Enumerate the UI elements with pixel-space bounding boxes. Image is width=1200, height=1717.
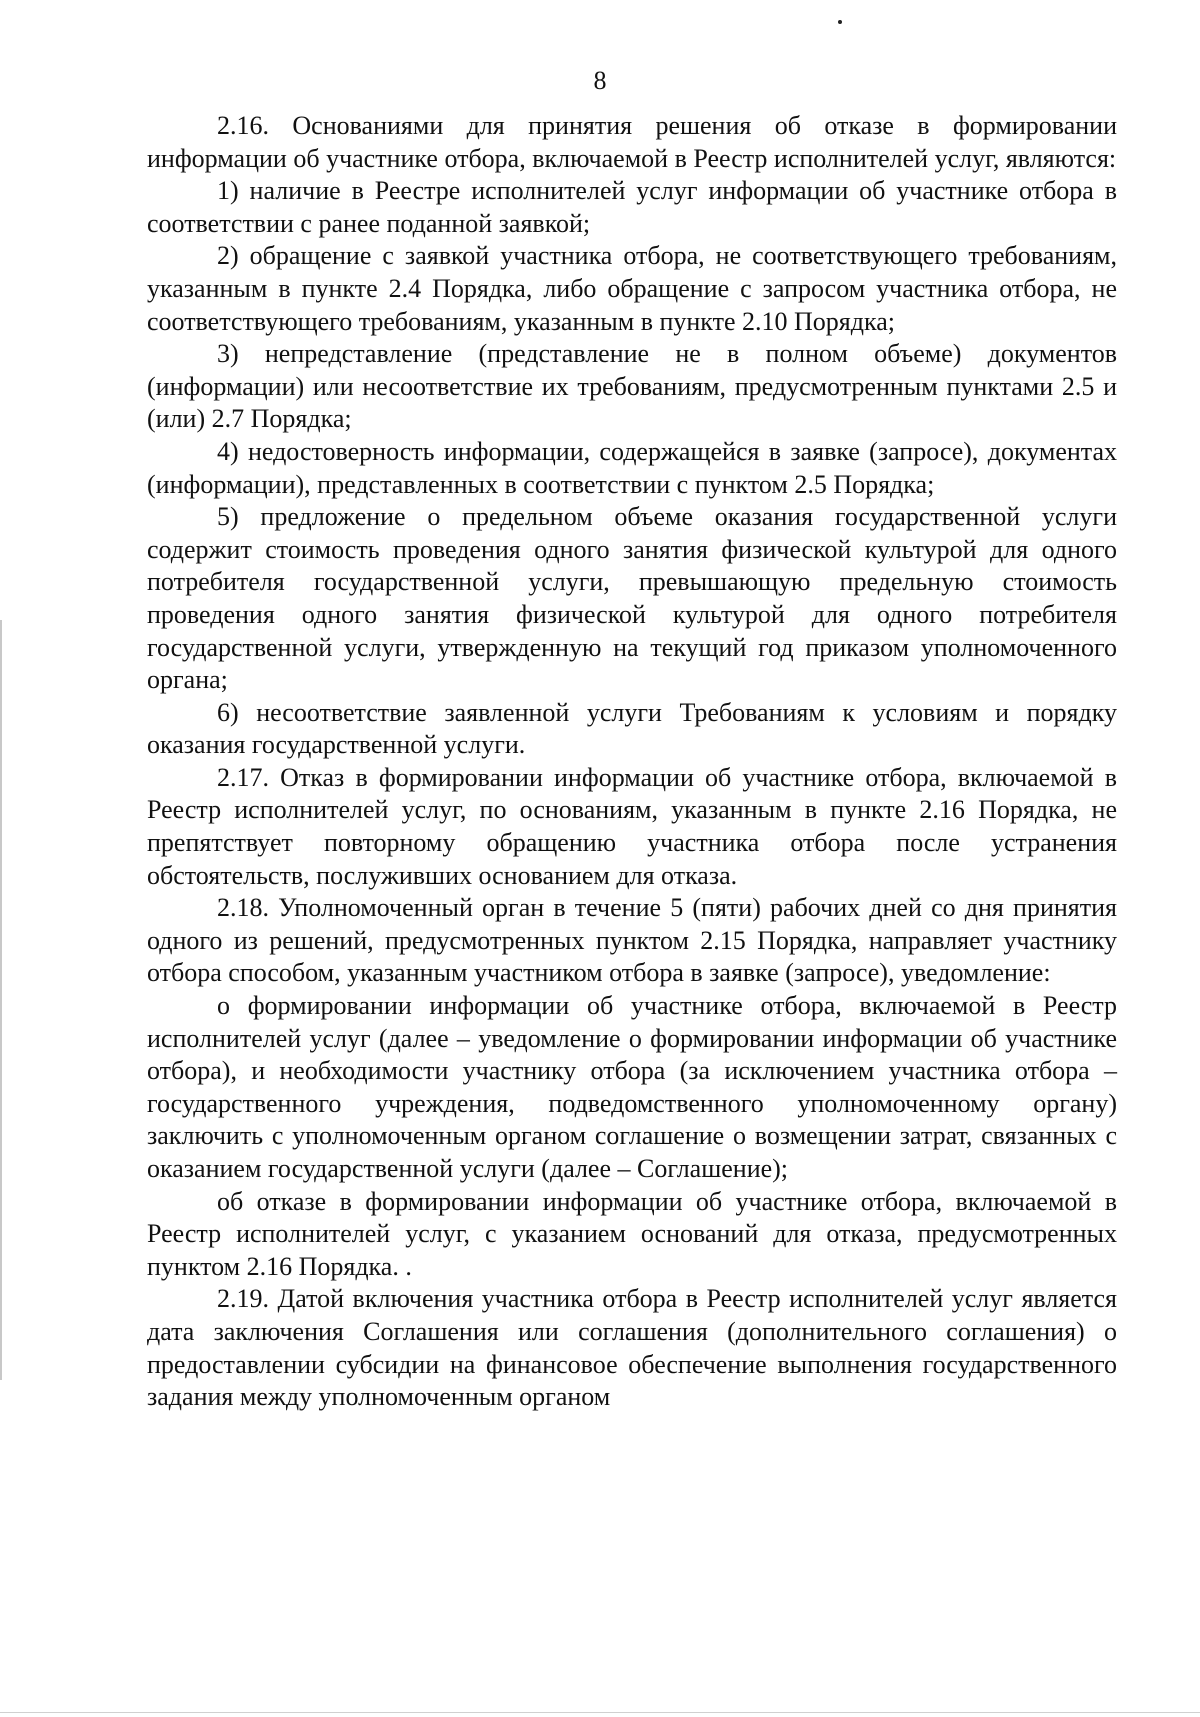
list-item-3: 3) непредставление (представление не в полном объеме) документов (информации) или несоответствие их требованиям, предусмотренным пунктами 2.5 и (или) 2.7 Порядка; xyxy=(147,339,1117,434)
page-number: 8 xyxy=(593,66,607,95)
scan-speck xyxy=(838,20,842,24)
document-body xyxy=(147,110,1117,1414)
paragraph-2-16: 2.16. Основаниями для принятия решения об отказе в формировании информации об участнике отбора, включаемой в Реестр исполнителей услуг, являются: xyxy=(147,111,1117,173)
paragraph-2-18: 2.18. Уполномоченный орган в течение 5 (пяти) рабочих дней со дня принятия одного из решений, предусмотренных пунктом 2.15 Порядка, направляет участнику отбора способом, указанным участником отбора в заявке (запросе), уведомление: xyxy=(147,893,1117,988)
paragraph-2-17: 2.17. Отказ в формировании информации об участнике отбора, включаемой в Реестр исполнителей услуг, по основаниям, указанным в пункте 2.16 Порядка, не препятствует повторному обращению участника отбора после устранения обстоятельств, послуживших основанием для отказа. xyxy=(147,762,1117,890)
scan-edge-bottom xyxy=(0,1712,1200,1713)
list-item-1: 1) наличие в Реестре исполнителей услуг информации об участнике отбора в соответствии с ранее поданной заявкой; xyxy=(147,176,1117,238)
list-item-4: 4) недостоверность информации, содержащейся в заявке (запросе), документах (информации), представленных в соответствии с пунктом 2.5 Порядка; xyxy=(147,436,1117,499)
notice-refusal: об отказе в формировании информации об участнике отбора, включаемой в Реестр исполнителей услуг, с указанием оснований для отказа, предусмотренных пунктом 2.16 Порядка. . xyxy=(147,1186,1117,1281)
list-item-2: 2) обращение с заявкой участника отбора, не соответствующего требованиям, указанным в пункте 2.4 Порядка, либо обращение с запросом участника отбора, не соответствующего требованиям, указанным в пункте 2.10 Порядка; xyxy=(147,241,1117,336)
notice-formation: о формировании информации об участнике отбора, включаемой в Реестр исполнителей услуг (далее – уведомление о формировании информации об участнике отбора), и необходимости участнику отбора (за исключением участника отбора – государственного учреждения, подведомственного уполномоченному органу) заключить с уполномоченным органом соглашение о возмещении затрат, связанных с оказанием государственной услуги (далее – Соглашение); xyxy=(147,991,1117,1183)
list-item-6: 6) несоответствие заявленной услуги Требованиям к условиям и порядку оказания государственной услуги. xyxy=(147,697,1117,760)
scan-edge-left xyxy=(0,620,2,1380)
list-item-5: 5) предложение о предельном объеме оказания государственной услуги содержит стоимость проведения одного занятия физической культурой для одного потребителя государственной услуги, превышающую предельную стоимость проведения одного занятия физической культурой для одного потребителя государственной услуги, утвержденную на текущий год приказом уполномоченного органа; xyxy=(147,502,1117,695)
paragraph-2-19: 2.19. Датой включения участника отбора в Реестр исполнителей услуг является дата заключения Соглашения или соглашения (дополнительного соглашения) о предоставлении субсидии на финансовое обеспечение выполнения государственного задания между уполномоченным органом xyxy=(147,1284,1117,1412)
